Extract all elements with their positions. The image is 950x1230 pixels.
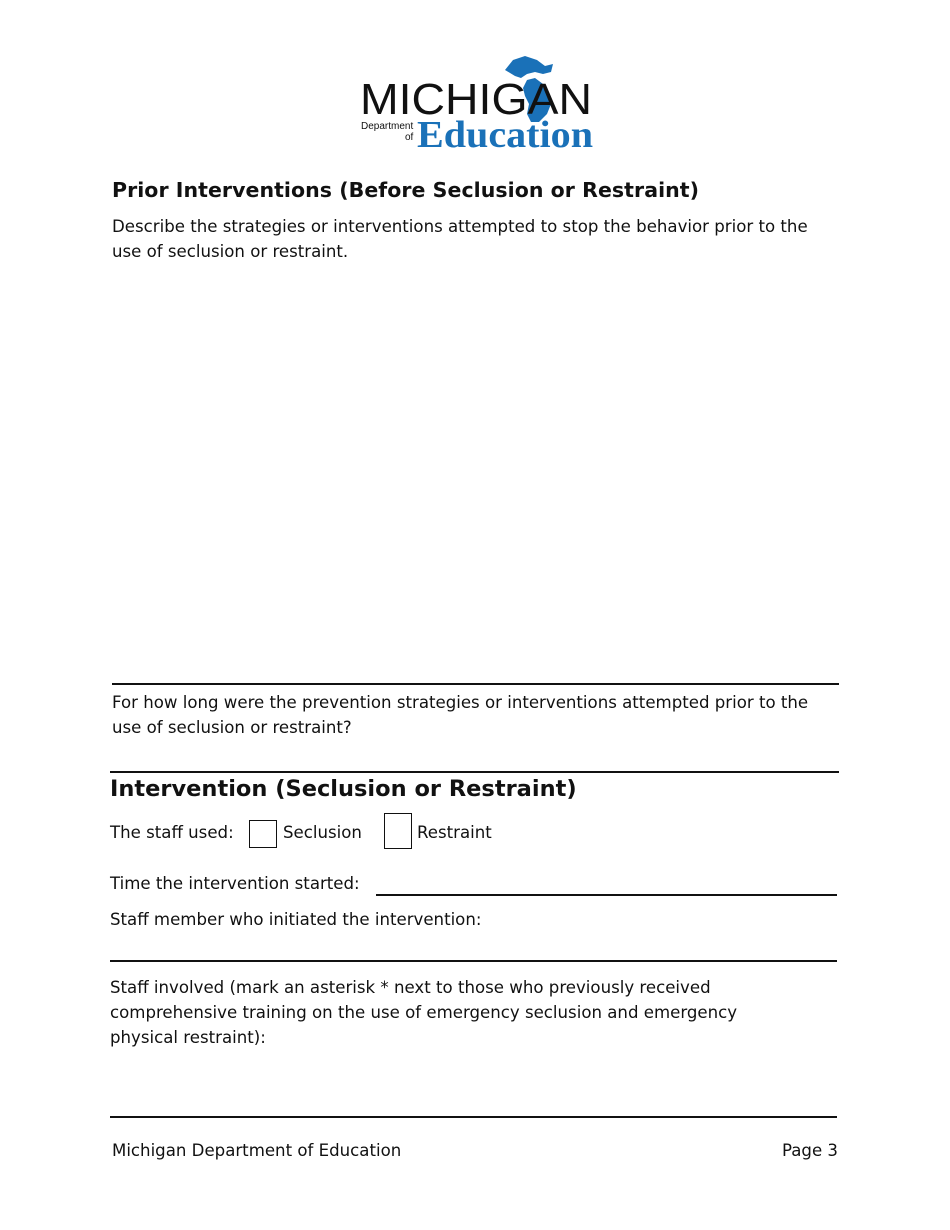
logo-dept-line1: Department	[361, 121, 414, 132]
michigan-education-logo	[355, 52, 600, 152]
footer-organization: Michigan Department of Education	[112, 1141, 402, 1160]
initiator-input[interactable]	[110, 936, 837, 962]
seclusion-option-label: Seclusion	[283, 823, 362, 842]
strategies-prompt: Describe the strategies or interventions attempted to stop the behavior prior to the use of seclusion or restraint.	[112, 217, 808, 261]
initiator-label: Staff member who initiated the intervention:	[110, 910, 482, 929]
restraint-option-label: Restraint	[417, 823, 492, 842]
duration-prompt: For how long were the prevention strategies or interventions attempted prior to the use of seclusion or restraint?	[112, 693, 809, 737]
staff-involved-answer-area[interactable]	[110, 1052, 837, 1114]
duration-answer-area[interactable]	[112, 742, 838, 768]
logo-graphic	[355, 52, 600, 152]
logo-dept-line2: of	[405, 132, 414, 143]
logo-wordmark: MICHIGAN	[360, 75, 592, 124]
restraint-checkbox[interactable]	[384, 813, 412, 849]
strategies-answer-area[interactable]	[112, 270, 838, 680]
seclusion-checkbox[interactable]	[249, 820, 277, 848]
divider	[110, 771, 839, 773]
staff-used-label: The staff used:	[110, 823, 234, 842]
logo-agency: Education	[417, 114, 593, 152]
staff-involved-label: Staff involved (mark an asterisk * next to those who previously received comprehensive training on the use of emergency seclusion and emergency physical restraint):	[110, 978, 738, 1047]
divider	[112, 683, 839, 685]
time-started-input[interactable]	[376, 872, 837, 896]
prior-interventions-heading: Prior Interventions (Before Seclusion or Restraint)	[112, 178, 700, 202]
divider	[110, 1116, 837, 1118]
footer-page-number: Page 3	[781, 1141, 838, 1160]
time-started-label: Time the intervention started:	[110, 874, 360, 893]
intervention-heading: Intervention (Seclusion or Restraint)	[110, 776, 577, 802]
